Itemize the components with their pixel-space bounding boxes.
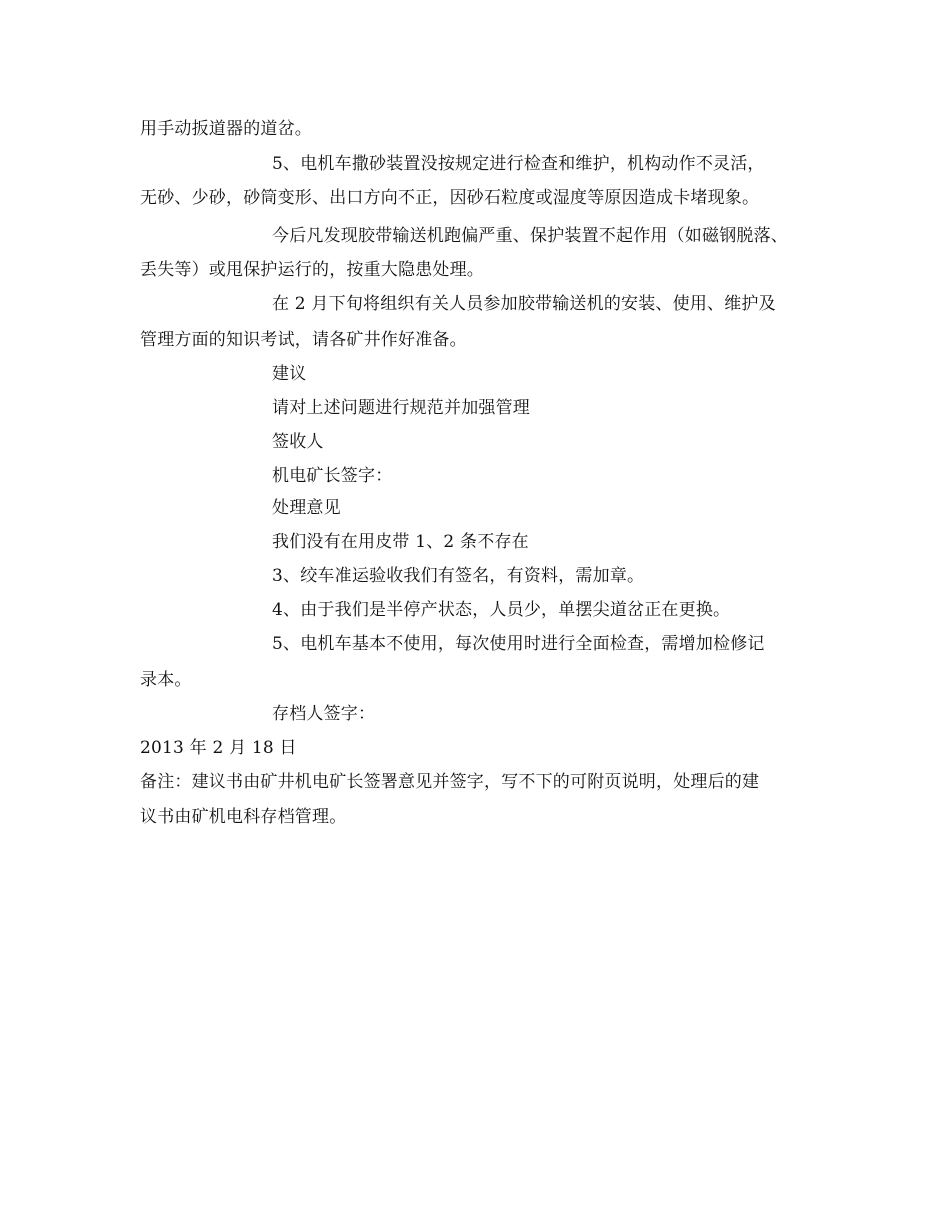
signer-label: 签收人 [272,432,324,452]
text-line: 管理方面的知识考试，请各矿井作好准备。 [140,330,467,350]
text-line: 3、绞车准运验收我们有签名，有资料，需加章。 [272,566,645,586]
text-line: 在 2 月下旬将组织有关人员参加胶带输送机的安装、使用、维护及 [272,294,776,314]
section-heading-suggestion: 建议 [272,364,307,384]
date-line: 2013 年 2 月 18 日 [140,738,297,758]
text-line: 录本。 [140,670,192,690]
section-heading-opinion: 处理意见 [272,498,341,518]
text-line: 用手动扳道器的道岔。 [140,119,312,139]
text-line: 丢失等）或甩保护运行的，按重大隐患处理。 [140,260,484,280]
note-line: 备注：建议书由矿井机电矿长签署意见并签字，写不下的可附页说明，处理后的建 [140,772,760,792]
text-line: 5、电机车基本不使用，每次使用时进行全面检查，需增加检修记 [272,634,765,654]
text-line: 今后凡发现胶带输送机跑偏严重、保护装置不起作用（如磁钢脱落、 [272,226,788,246]
text-line: 无砂、少砂，砂筒变形、出口方向不正，因砂石粒度或湿度等原因造成卡堵现象。 [140,188,760,208]
signature-label: 机电矿长签字： [272,466,393,486]
text-line: 我们没有在用皮带 1、2 条不存在 [272,532,529,552]
note-line: 议书由矿机电科存档管理。 [140,807,347,827]
text-line: 请对上述问题进行规范并加强管理 [272,398,530,418]
archivist-signature-label: 存档人签字： [272,704,376,724]
text-line: 5、电机车撒砂装置没按规定进行检查和维护，机构动作不灵活， [272,154,765,174]
text-line: 4、由于我们是半停产状态，人员少，单摆尖道岔正在更换。 [272,600,731,620]
